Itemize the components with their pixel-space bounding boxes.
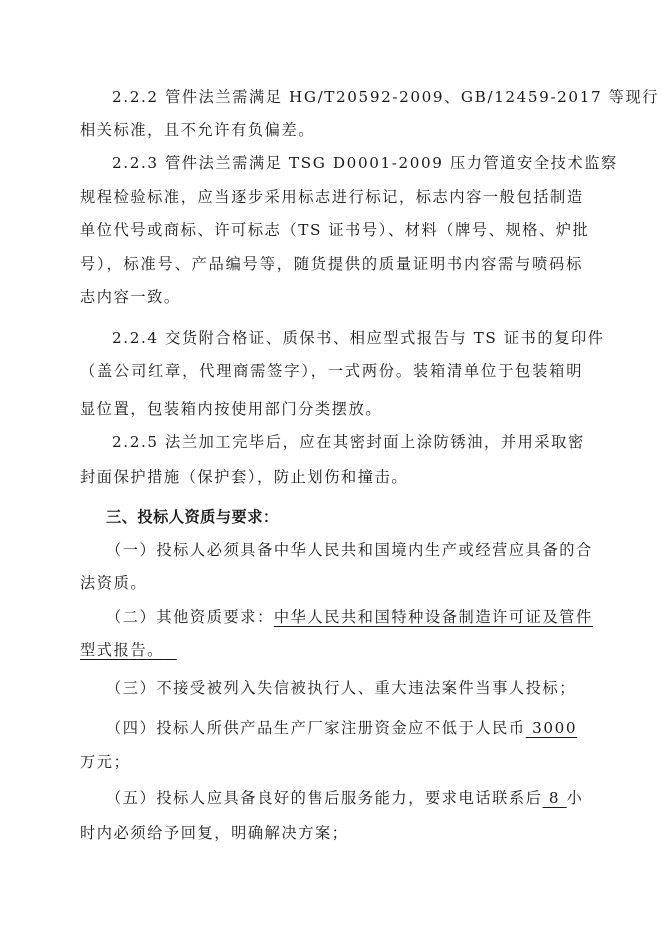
paragraph-2-2-5-line-1: 2.2.5 法兰加工完毕后，应在其密封面上涂防锈油，并用采取密 [112,433,585,451]
paragraph-2-2-3-line-4: 号），标准号、产品编号等，随货提供的质量证明书内容需与喷码标 [80,255,583,273]
response-hours: 8 [542,789,567,807]
requirement-1-line-2: 法资质。 [80,574,148,592]
paragraph-2-2-4-line-1: 2.2.4 交货附合格证、质保书、相应型式报告与 TS 证书的复印件 [112,329,605,347]
requirement-1-line-1: （一）投标人必须具备中华人民共和国境内生产或经营应具备的合 [106,541,593,559]
requirement-5-line-2: 时内必须给予回复，明确解决方案； [80,824,349,842]
requirement-2-underlined-text-cont: 型式报告。 [80,641,164,659]
requirement-5-prefix: （五）投标人应具备良好的售后服务能力，要求电话联系后 [106,789,543,807]
paragraph-2-2-3-line-2: 规程检验标准，应当逐步采用标志进行标记，标志内容一般包括制造 [80,188,584,206]
requirement-3-line-1: （三）不接受被列入失信被执行人、重大违法案件当事人投标； [106,679,577,697]
paragraph-2-2-5-line-2: 封面保护措施（保护套），防止划伤和撞击。 [80,468,409,486]
paragraph-2-2-4-line-3: 显位置，包装箱内按使用部门分类摆放。 [80,400,383,418]
paragraph-2-2-4-line-2: （盖公司红章，代理商需签字），一式两份。装箱清单位于包装箱明 [80,362,583,380]
requirement-4-line-1 [106,718,583,738]
section-heading: 三、投标人资质与要求： [106,508,279,526]
requirement-2-line-1 [106,607,593,627]
requirement-5-line-1 [106,788,583,808]
requirement-2-line-2 [80,640,583,660]
requirement-2-underlined-text: 中华人民共和国特种设备制造许可证及管件 [273,608,593,626]
paragraph-2-2-3-line-5: 志内容一致。 [80,288,181,306]
registered-capital-amount: 3000 [525,719,578,737]
requirement-2-prefix: （二）其他资质要求： [106,608,274,626]
requirement-5-suffix: 小 [566,789,584,807]
paragraph-2-2-2-line-2: 相关标准，且不允许有负偏差。 [80,121,316,139]
paragraph-2-2-3-line-1: 2.2.3 管件法兰需满足 TSG D0001-2009 压力管道安全技术监察 [112,154,618,172]
paragraph-2-2-2-line-1: 2.2.2 管件法兰需满足 HG/T20592-2009、GB/12459-2017 等现行 [112,88,660,106]
paragraph-2-2-3-line-3: 单位代号或商标、许可标志（TS 证书号）、材料（牌号、规格、炉批 [80,221,590,239]
requirement-4-prefix: （四）投标人所供产品生产厂家注册资金应不低于人民币 [106,719,526,737]
requirement-4-line-2: 万元； [80,753,131,771]
